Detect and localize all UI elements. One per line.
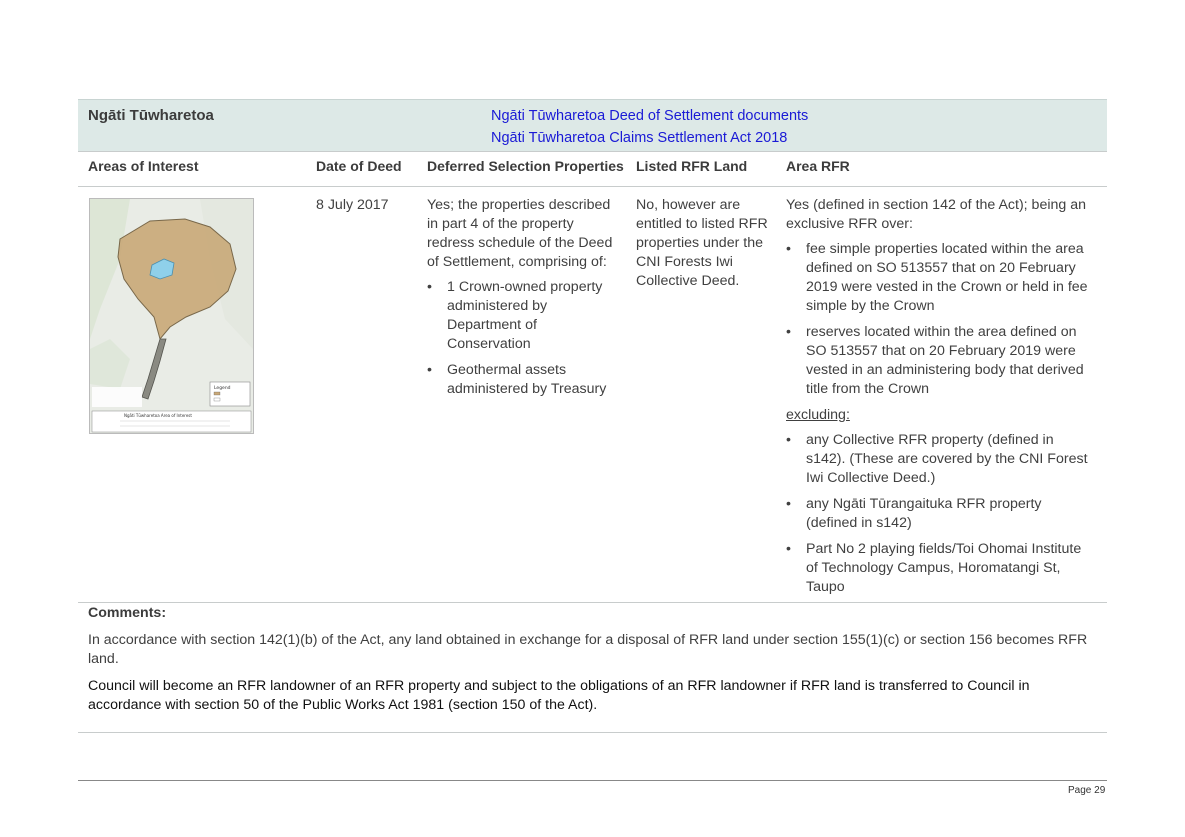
col-header-date-of-deed: Date of Deed [316, 158, 402, 174]
col-header-areas-of-interest: Areas of Interest [88, 158, 199, 174]
col-header-area-rfr: Area RFR [786, 158, 850, 174]
listed-rfr-cell: No, however are entitled to listed RFR properties under the CNI Forests Iwi Collective Deed. [636, 197, 768, 289]
area-rfr-item: • fee simple properties located within the area defined on SO 513557 that on 20 February 2019 were vested in the Crown or held in fee simple by the Crown [786, 240, 1096, 316]
area-rfr-list [786, 240, 1096, 399]
excluding-list [786, 431, 1096, 597]
deferred-item: • Geothermal assets administered by Treasury [427, 361, 620, 399]
iwi-header-row [78, 99, 1107, 151]
excluding-label: excluding: [786, 407, 850, 423]
col-header-deferred-selection: Deferred Selection Properties [427, 158, 624, 174]
comment-paragraph: In accordance with section 142(1)(b) of the Act, any land obtained in exchange for a disposal of RFR land under section 155(1)(c) or section 156 becomes RFR land. [88, 632, 1088, 667]
table-row [78, 187, 1107, 602]
header-links [491, 105, 808, 149]
page-number: Page 29 [1068, 785, 1106, 796]
settlement-table [78, 99, 1107, 733]
area-rfr-item: • reserves located within the area defined on SO 513557 that on 20 February 2019 were vested in an administering body that derived title from the Crown [786, 323, 1096, 399]
date-of-deed-cell: 8 July 2017 [316, 197, 389, 213]
deferred-item: • 1 Crown-owned property administered by Department of Conservation [427, 278, 620, 354]
footer-divider [78, 780, 1107, 781]
comments-section [78, 602, 1107, 733]
deferred-selection-cell [427, 196, 620, 406]
map-image [90, 199, 253, 433]
column-header-row [78, 151, 1107, 187]
area-rfr-cell [786, 196, 1096, 604]
deed-of-settlement-link[interactable]: Ngāti Tūwharetoa Deed of Settlement documents [491, 108, 809, 124]
map-legend-title: Legend [214, 386, 231, 391]
deferred-intro: Yes; the properties described in part 4 of the property redress schedule of the Deed of Settlement, comprising of: [427, 197, 613, 270]
excluding-item: • any Collective RFR property (defined in s142). (These are covered by the CNI Forest Iwi Collective Deed.) [786, 431, 1096, 488]
excluding-item: • any Ngāti Tūrangaituka RFR property (defined in s142) [786, 495, 1096, 533]
claims-settlement-act-link[interactable]: Ngāti Tūwharetoa Claims Settlement Act 2018 [491, 130, 788, 146]
comment-paragraph: Council will become an RFR landowner of an RFR property and subject to the obligations of an RFR landowner if RFR land is transferred to Council in accordance with section 50 of the Public Works Act 1981 (section 150 of the Act). [88, 678, 1030, 713]
deferred-list [427, 278, 620, 399]
comments-title: Comments: [88, 605, 167, 621]
area-rfr-intro: Yes (defined in section 142 of the Act); being an exclusive RFR over: [786, 197, 1086, 232]
area-of-interest-map[interactable] [89, 198, 254, 434]
col-header-listed-rfr: Listed RFR Land [636, 158, 748, 174]
map-title: Ngāti Tūwharetoa Area of Interest [124, 413, 192, 418]
iwi-name: Ngāti Tūwharetoa [88, 107, 214, 124]
excluding-item: • Part No 2 playing fields/Toi Ohomai Institute of Technology Campus, Horomatangi St, Taupo [786, 540, 1096, 597]
